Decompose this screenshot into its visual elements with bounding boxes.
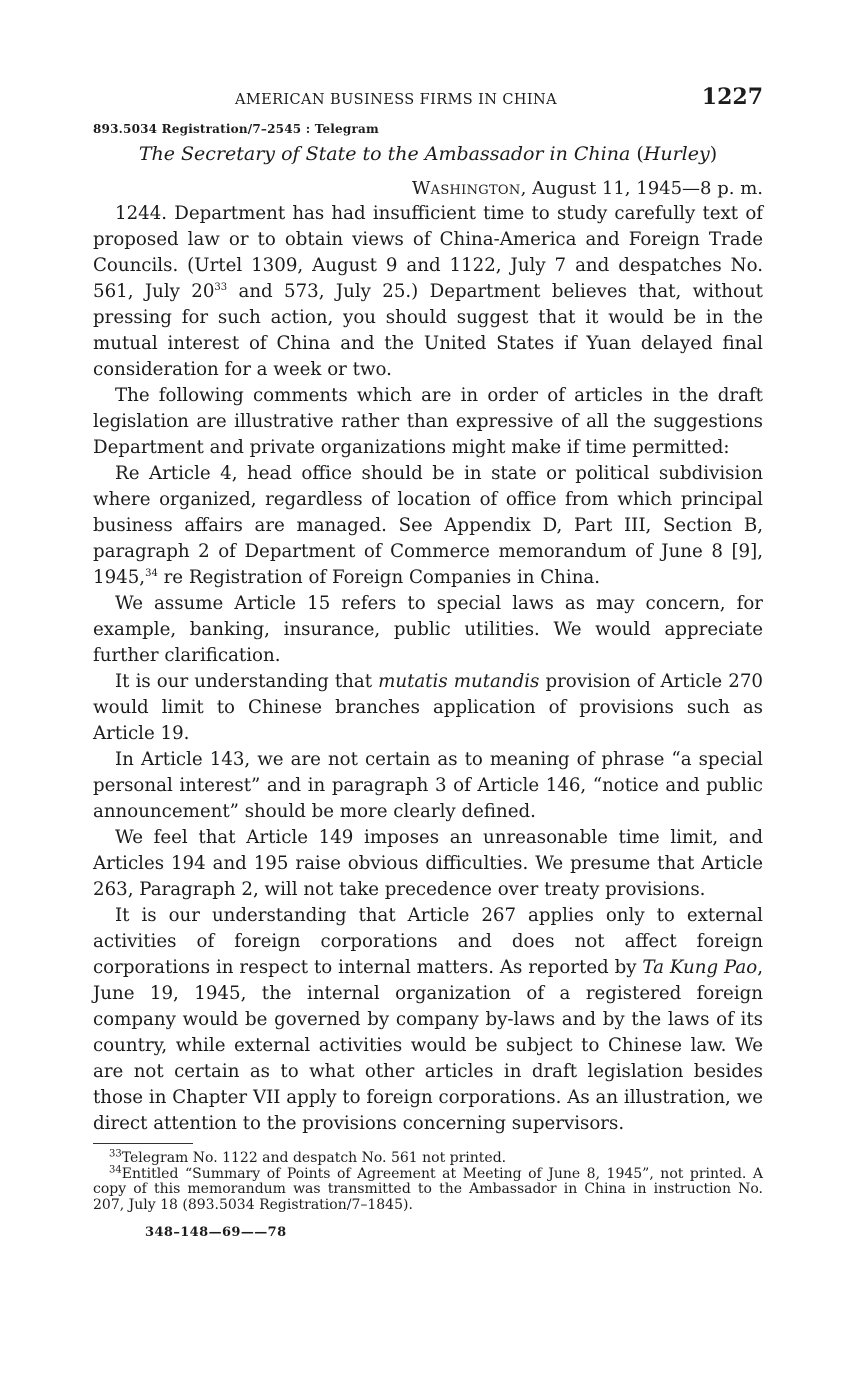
paragraph-8-text: It is our understanding that Article 267 applies only to external activities of foreign corporations and does not affect foreign corporations in respect to internal matters. As reported by (93, 905, 763, 978)
dateline-date: , August 11, 1945—8 p. m. (520, 178, 763, 199)
footnote-33 (93, 1148, 763, 1167)
paragraph-3-text-cont: re Registration of Foreign Companies in China. (157, 567, 601, 588)
paragraph-2: The following comments which are in order of articles in the draft legislation are illustrative rather than expressive of all the suggestions Department and private organizations might make if time permitted: (93, 385, 763, 458)
document-heading (93, 143, 763, 165)
heading-name: Hurley (643, 143, 710, 165)
heading-text: The Secretary of State to the Ambassador in China (138, 143, 631, 165)
print-code: 348–148—69——78 (145, 1225, 287, 1240)
heading-close-paren: ) (709, 143, 718, 165)
paragraph-5-text-cont: provision of Article 270 would limit to Chinese branches application of provisions such as Article 19. (93, 671, 763, 744)
document-page (93, 84, 763, 1240)
footnote-34-mark: 34 (109, 1163, 122, 1175)
heading-open-paren: ( (636, 143, 644, 165)
telegram-body (93, 201, 763, 1137)
paragraph-8 (93, 903, 763, 1137)
paragraph-5-italic: mutatis mutandis (378, 671, 540, 692)
dateline-city: Washington (411, 178, 521, 199)
footnotes (93, 1148, 763, 1213)
running-head (93, 84, 763, 118)
footnote-33-text: Telegram No. 1122 and despatch No. 561 not printed. (121, 1150, 507, 1166)
file-reference: 893.5034 Registration/7–2545 : Telegram (93, 122, 379, 136)
paragraph-7: We feel that Article 149 imposes an unreasonable time limit, and Articles 194 and 195 raise obvious difficulties. We presume that Article 263, Paragraph 2, will not take precedence over treaty provisions. (93, 827, 763, 900)
paragraph-3-text: Re Article 4, head office should be in state or political subdivision where organized, regardless of location of office from which principal business affairs are managed. See Appendix D, Part III, Section B, paragraph 2 of Department of Commerce memorandum of June 8 [9], 1945, (93, 463, 763, 588)
paragraph-3 (93, 461, 763, 591)
paragraph-1-text: 1244. Department has had insufficient time to study carefully text of proposed law or to obtain views of China-America and Foreign Trade Councils. (Urtel 1309, August 9 and 1122, July 7 and despatches No. 561, July 20 (93, 203, 763, 302)
paragraph-1-text-cont: and 573, July 25.) Department believes that, without pressing for such action, you should suggest that it would be in the mutual interest of China and the United States if Yuan delayed final consideration for a week or two. (93, 281, 763, 380)
paragraph-6: In Article 143, we are not certain as to meaning of phrase “a special personal interest” and in paragraph 3 of Article 146, “notice and public announcement” should be more clearly defined. (93, 749, 763, 822)
footnote-ref-33: 33 (214, 281, 228, 293)
footnote-34 (93, 1163, 763, 1214)
footnote-34-text: Entitled “Summary of Points of Agreement at Meeting of June 8, 1945”, not printed. A copy of this memorandum was transmitted to the Ambassador in China in instruction No. 207, July 18 (893.5034 Registration/7–1845). (93, 1165, 763, 1213)
running-head-title: AMERICAN BUSINESS FIRMS IN CHINA (235, 92, 557, 108)
footnote-ref-34: 34 (145, 567, 158, 579)
paragraph-8-text-cont: , June 19, 1945, the internal organization of a registered foreign company would be governed by company by-laws and by the laws of its country, while external activities would be subject to Chinese law. We are not certain as to what other articles in draft legislation besides those in Chapter VII apply to foreign corporations. As an illustration, we direct attention to the provisions concerning supervisors. (93, 957, 764, 1134)
dateline (93, 178, 763, 199)
paragraph-5-text: It is our understanding that (115, 671, 379, 692)
page-number: 1227 (701, 84, 763, 110)
footnote-33-mark: 33 (109, 1148, 122, 1160)
paragraph-4: We assume Article 15 refers to special laws as may concern, for example, banking, insurance, public utilities. We would appreciate further clarification. (93, 593, 763, 666)
paragraph-1 (93, 201, 763, 383)
footnote-divider (93, 1143, 193, 1144)
paragraph-8-italic: Ta Kung Pao (642, 957, 758, 978)
paragraph-5 (93, 669, 763, 747)
